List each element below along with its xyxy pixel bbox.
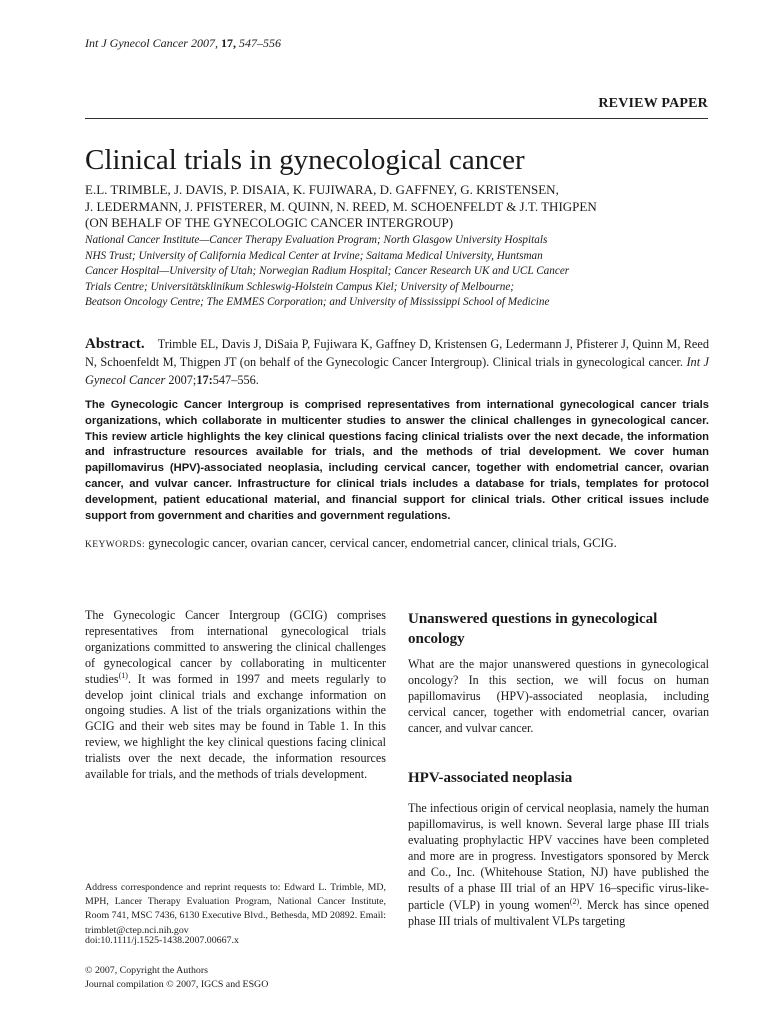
- abstract-citation-pages: 547–556.: [212, 373, 259, 387]
- section-heading-hpv: HPV-associated neoplasia: [408, 770, 573, 786]
- abstract-citation: [85, 335, 709, 389]
- section-label: REVIEW PAPER: [598, 96, 708, 111]
- doi: doi:10.1111/j.1525-1438.2007.00667.x: [85, 935, 239, 946]
- author-line: E.L. TRIMBLE, J. DAVIS, P. DISAIA, K. FUJIWARA, D. GAFFNEY, G. KRISTENSEN,: [85, 182, 559, 197]
- section-text-hpv: [408, 800, 709, 929]
- author-line: (ON BEHALF OF THE GYNECOLOGIC CANCER INTERGROUP): [85, 215, 454, 230]
- hpv-text-1: The infectious origin of cervical neoplasia, namely the human papillomavirus, is well known. Several large phase III trials evaluating prophylactic HPV vaccines have been completed and more are in progress. Investigators sponsored by Merck and Co., Inc. (Whitehouse Station, NJ) have published the results of a phase III trial of an HPV 16–specific virus-like-particle (VLP) in young women: [408, 801, 709, 912]
- copyright: [85, 964, 268, 992]
- journal-name: Int J Gynecol Cancer: [85, 36, 188, 50]
- section-text-unanswered: What are the major unanswered questions in gynecological oncology? In this section, we will focus on human papillomavirus (HPV)-associated neoplasia, including cervical cancer, together with endometrial cancer, ovarian cancer, and vulvar cancer.: [408, 657, 709, 735]
- abstract-citation-volume: 17:: [196, 373, 213, 387]
- paper-title: Clinical trials in gynecological cancer: [85, 144, 525, 176]
- keywords-text: gynecologic cancer, ovarian cancer, cervical cancer, endometrial cancer, clinical trials, GCIG.: [148, 536, 617, 550]
- intro-text-2: . It was formed in 1997 and meets regularly to develop joint clinical trials and exchange information on ongoing studies. A list of the trials organizations within the GCIG and their web sites may be found in Table 1. In this review, we highlight the key clinical questions facing clinical trialists over the next decade, the information resources available for trials, and the methods of trials development.: [85, 671, 386, 782]
- affiliation-line: Trials Centre; Universitätsklinikum Schleswig-Holstein Campus Kiel; University of Melbourne;: [85, 280, 515, 293]
- abstract-citation-year: 2007;: [168, 373, 197, 387]
- reference-1: (1): [118, 670, 128, 680]
- journal-pages: 547–556: [238, 36, 281, 50]
- abstract-citation-journal: Int J Gynecol Cancer: [85, 355, 710, 387]
- reference-2: (2): [569, 896, 580, 906]
- author-line: J. LEDERMANN, J. PFISTERER, M. QUINN, N. REED, M. SCHOENFELDT & J.T. THIGPEN: [85, 198, 597, 214]
- hpv-text-2: . Merck has since opened phase III trials of multivalent VLPs targeting: [408, 897, 709, 928]
- journal-volume: 17,: [220, 36, 236, 50]
- copyright-line: Journal compilation © 2007, IGCS and ESGO: [85, 979, 269, 990]
- abstract-label: Abstract.: [85, 336, 145, 352]
- copyright-line: © 2007, Copyright the Authors: [85, 965, 208, 976]
- journal-year: 2007,: [190, 36, 218, 50]
- section-heading-unanswered: Unanswered questions in gynecological oncology: [408, 611, 658, 647]
- correspondence-address: Address correspondence and reprint requests to: Edward L. Trimble, MD, MPH, Lancer Therapy Evaluation Program, National Cancer Institute, Room 741, MSC 7436, 6130 Executive Blvd., Bethesda, MD 20892. Email: trimblet@ctep.nci.nih.gov: [85, 882, 386, 936]
- journal-citation: [85, 36, 281, 51]
- abstract-body: The Gynecologic Cancer Intergroup is comprised representatives from international gynecological cancer trials organizations, which collaborate in multicenter studies to answer the clinical challenges in gynecological cancer. This review article highlights the key clinical questions facing clinical trialists over the next decade, the information and infrastructure resources available for trials, and the methods of trial development. We cover human papillomavirus (HPV)-associated neoplasia, including cervical cancer, together with endometrial cancer, ovarian cancer, and vulvar cancer. Infrastructure for clinical trials includes a database for trials, templates for protocol development, patient educational material, and financial support for clinical trials. Other critical issues include support from government and charities and government regulations.: [85, 399, 709, 522]
- author-list: [85, 182, 597, 232]
- intro-paragraph: [85, 608, 386, 783]
- affiliations: [85, 233, 685, 311]
- affiliation-line: Beatson Oncology Centre; The EMMES Corporation; and University of Mississippi School of Medicine: [85, 296, 550, 308]
- header-rule: [85, 118, 708, 119]
- keywords-label: KEYWORDS:: [85, 540, 146, 550]
- keywords: [85, 534, 709, 554]
- affiliation-line: NHS Trust; University of California Medical Center at Irvine; Saitama Medical University, Huntsman: [85, 249, 543, 262]
- abstract-citation-text: Trimble EL, Davis J, DiSaia P, Fujiwara K, Gaffney D, Kristensen G, Ledermann J, Pfisterer J, Quinn M, Reed N, Schoenfeldt M, Thigpen JT (on behalf of the Gynecologic Cancer Intergroup). Clinical trials in gynecological cancer.: [85, 337, 709, 369]
- affiliation-line: National Cancer Institute—Cancer Therapy Evaluation Program; North Glasgow University Hospitals: [85, 234, 548, 246]
- affiliation-line: Cancer Hospital—University of Utah; Norwegian Radium Hospital; Cancer Research UK and UCL Cancer: [85, 265, 570, 277]
- intro-text-1: The Gynecologic Cancer Intergroup (GCIG) comprises representatives from international gynecological trials organizations committed to answering the clinical challenges of gynecological cancer by collaborating in multicenter studies: [85, 608, 386, 686]
